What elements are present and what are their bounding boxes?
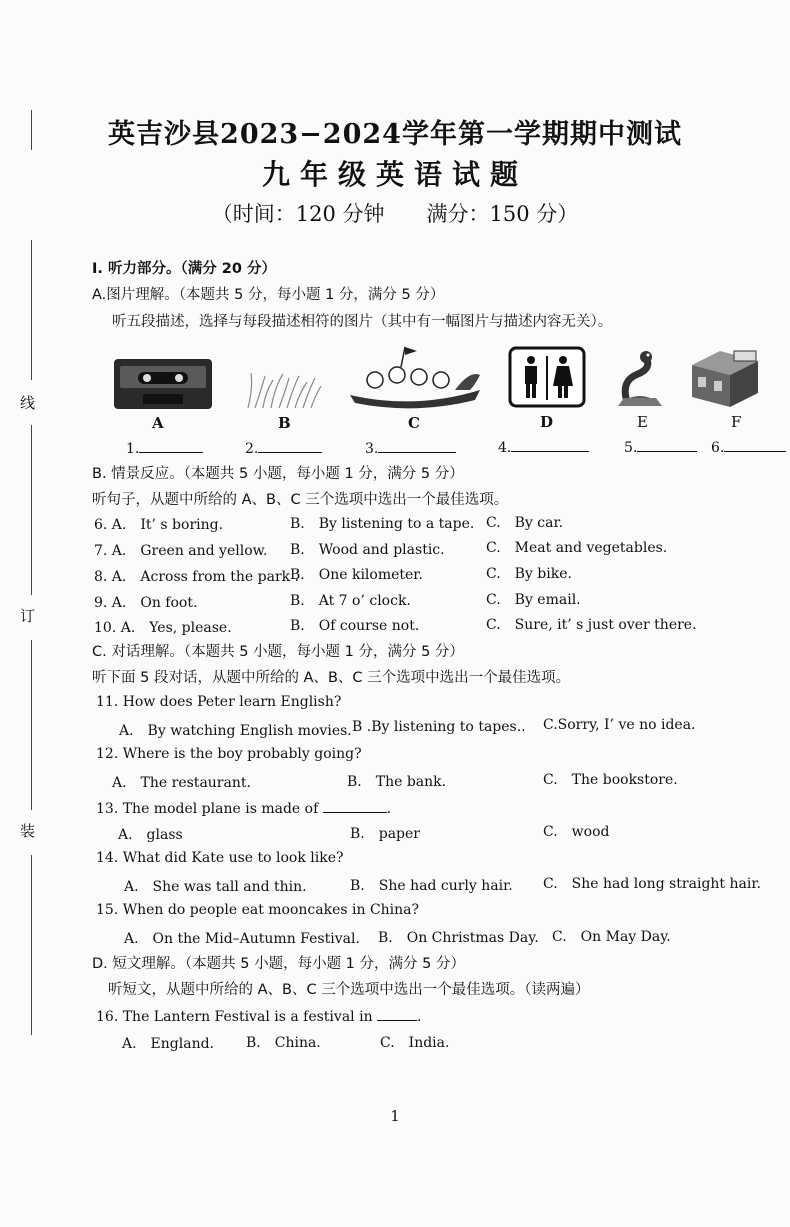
binding-line-4 — [31, 855, 32, 1035]
binding-line-2 — [31, 425, 32, 595]
q16-option-b: B. China. — [246, 1035, 321, 1051]
page-number: 1 — [390, 1107, 400, 1125]
q12-option-a: A. The restaurant. — [112, 775, 251, 791]
part1-heading: Ⅰ. 听力部分。（满分 20 分） — [92, 261, 276, 277]
q11-stem: 11. How does Peter learn English? — [96, 694, 342, 710]
picture-label-c: C — [408, 414, 420, 432]
q16-option-a: A. England. — [122, 1036, 215, 1052]
section-c-heading: C. 对话理解。（本题共 5 小题，每小题 1 分，满分 5 分） — [92, 644, 464, 660]
q13-option-b: B. paper — [350, 826, 420, 842]
q6-option-b: B. By listening to a tape. — [290, 516, 475, 532]
answer-blank-2[interactable]: 2. — [245, 438, 322, 457]
section-b-heading: B. 情景反应。（本题共 5 小题，每小题 1 分，满分 5 分） — [92, 466, 464, 482]
q12-stem: 12. Where is the boy probably going? — [96, 746, 362, 762]
restroom-sign-icon — [508, 346, 586, 408]
q13-option-c: C. wood — [543, 824, 610, 840]
q15-stem: 15. When do people eat mooncakes in China? — [96, 902, 420, 918]
exam-subtitle: 九年级英语试题 — [261, 158, 528, 191]
q6-option-c: C. By car. — [486, 515, 564, 531]
section-a-heading: A.图片理解。（本题共 5 分，每小题 1 分，满分 5 分） — [92, 287, 445, 303]
q10-option-a: 10. A. Yes, please. — [94, 620, 232, 636]
answer-blank-6[interactable]: 6. — [711, 437, 786, 456]
snake-icon — [612, 350, 668, 408]
q16-option-c: C. India. — [380, 1035, 450, 1051]
section-d-heading: D. 短文理解。（本题共 5 小题，每小题 1 分，满分 5 分） — [92, 956, 465, 972]
section-b-instruction: 听句子，从题中所给的 A、B、C 三个选项中选出一个最佳选项。 — [92, 492, 509, 508]
q14-option-a: A. She was tall and thin. — [124, 879, 307, 895]
section-d-instruction: 听短文，从题中所给的 A、B、C 三个选项中选出一个最佳选项。（读两遍） — [108, 982, 590, 998]
q12-option-b: B. The bank. — [347, 774, 447, 790]
cassette-tape-icon — [113, 358, 213, 410]
picture-label-e: E — [637, 413, 648, 431]
answer-blank-4[interactable]: 4. — [498, 437, 589, 456]
picture-label-b: B — [278, 414, 291, 432]
q9-option-b: B. At 7 o’ clock. — [290, 593, 411, 609]
exam-info: （时间：120 分钟 满分：150 分） — [211, 202, 579, 226]
section-a-instruction: 听五段描述，选择与每段描述相符的图片（其中有一幅图片与描述内容无关）。 — [112, 314, 613, 330]
answer-blank-5[interactable]: 5. — [624, 437, 697, 456]
q11-option-b: B .By listening to tapes.. — [352, 719, 526, 735]
q15-option-a: A. On the Mid–Autumn Festival. — [124, 931, 360, 947]
q7-option-b: B. Wood and plastic. — [290, 542, 445, 558]
q15-option-c: C. On May Day. — [552, 929, 671, 945]
picture-label-a: A — [152, 414, 164, 432]
house-icon — [690, 347, 760, 409]
dragon-boat-icon — [345, 345, 485, 410]
binding-mark-xian: 线 — [20, 394, 36, 412]
q7-option-c: C. Meat and vegetables. — [486, 540, 668, 556]
grass-icon — [243, 368, 323, 408]
q7-option-a: 7. A. Green and yellow. — [94, 543, 268, 559]
q11-option-a: A. By watching English movies. — [119, 723, 352, 739]
binding-mark-ding: 订 — [20, 607, 36, 625]
q14-option-c: C. She had long straight hair. — [543, 876, 761, 892]
q16-stem: 16. The Lantern Festival is a festival in . — [96, 1006, 422, 1025]
q8-option-c: C. By bike. — [486, 566, 572, 582]
picture-label-d: D — [540, 413, 554, 431]
section-c-instruction: 听下面 5 段对话，从题中所给的 A、B、C 三个选项中选出一个最佳选项。 — [92, 670, 571, 686]
q14-stem: 14. What did Kate use to look like? — [96, 850, 344, 866]
binding-line-1 — [31, 240, 32, 380]
q8-option-b: B. One kilometer. — [290, 567, 423, 583]
answer-blank-1[interactable]: 1. — [126, 438, 203, 457]
q13-stem: 13. The model plane is made of . — [96, 798, 391, 817]
picture-label-f: F — [731, 413, 742, 431]
q14-option-b: B. She had curly hair. — [350, 878, 513, 894]
q9-option-a: 9. A. On foot. — [94, 595, 198, 611]
q10-option-c: C. Sure, it’ s just over there. — [486, 617, 697, 633]
exam-title: 英吉沙县2023−2024学年第一学期期中测试 — [108, 119, 682, 150]
q10-option-b: B. Of course not. — [290, 618, 420, 634]
q9-option-c: C. By email. — [486, 592, 581, 608]
q13-option-a: A. glass — [118, 827, 183, 843]
answer-blank-3[interactable]: 3. — [365, 438, 456, 457]
q15-option-b: B. On Christmas Day. — [378, 930, 539, 946]
q6-option-a: 6. A. It’ s boring. — [94, 517, 224, 533]
binding-mark-zhuang: 装 — [20, 822, 36, 840]
binding-line-3 — [31, 640, 32, 810]
q12-option-c: C. The bookstore. — [543, 772, 678, 788]
q11-option-c: C.Sorry, I’ ve no idea. — [543, 717, 696, 733]
q8-option-a: 8. A. Across from the park . — [94, 569, 300, 585]
